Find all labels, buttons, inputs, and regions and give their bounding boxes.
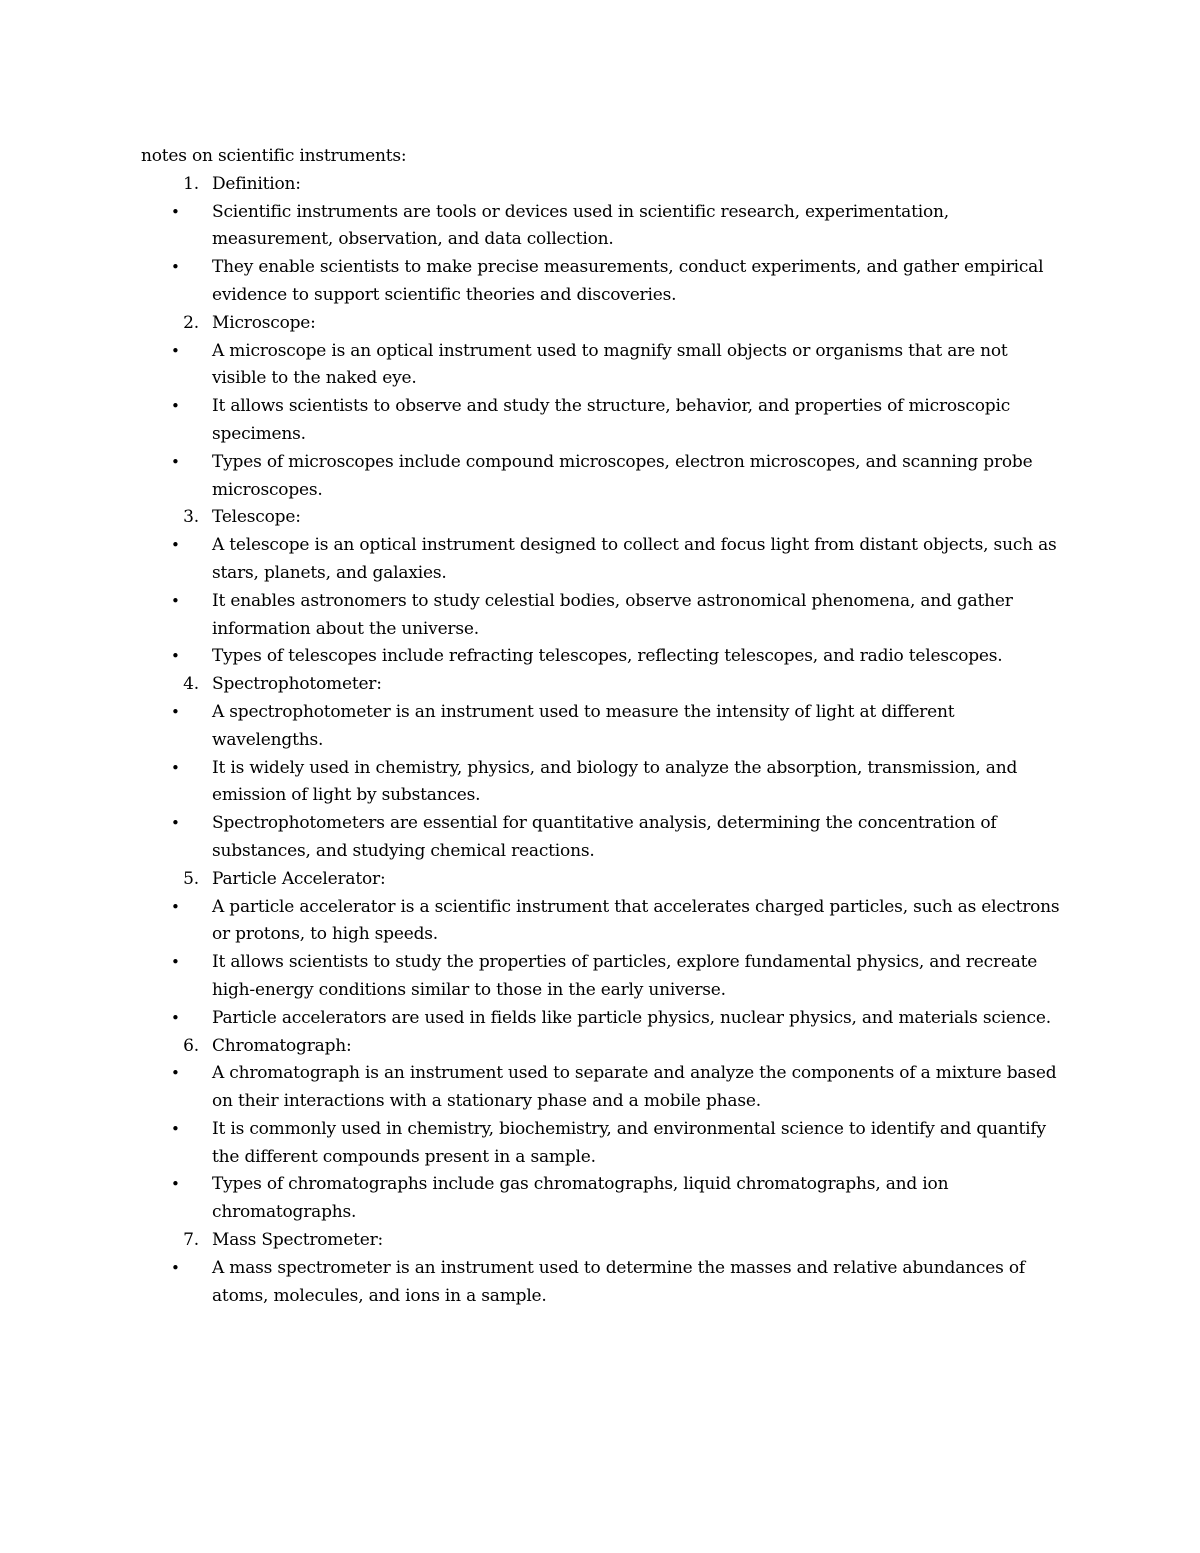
bullet-icon: •	[171, 897, 180, 916]
list-item	[141, 588, 1061, 644]
bullet-icon: •	[171, 758, 180, 777]
section-heading	[141, 1227, 1061, 1255]
document-body	[141, 143, 1061, 1310]
section-heading	[141, 1033, 1061, 1061]
list-item	[141, 1255, 1061, 1311]
list-item	[141, 532, 1061, 588]
section-number: 5.	[183, 868, 199, 889]
section-number: 1.	[183, 173, 199, 194]
list-item	[141, 1171, 1061, 1227]
list-item	[141, 1060, 1061, 1116]
list-item-text: A mass spectrometer is an instrument used to determine the masses and relative abundances of atoms, molecules, and ions in a sample.	[212, 1257, 1025, 1306]
list-item	[141, 643, 1061, 671]
list-item	[141, 393, 1061, 449]
section-number: 3.	[183, 507, 199, 528]
section-heading-text: Mass Spectrometer:	[212, 1230, 384, 1251]
list-item-text: Types of chromatographs include gas chromatographs, liquid chromatographs, and ion chromatographs.	[212, 1174, 949, 1223]
bullet-icon: •	[171, 702, 180, 721]
section-heading-text: Microscope:	[212, 312, 316, 333]
bullet-icon: •	[171, 452, 180, 471]
list-item-text: It allows scientists to study the properties of particles, explore fundamental physics, and recreate high-energy conditions similar to those in the early universe.	[212, 952, 1038, 1000]
list-item	[141, 894, 1061, 950]
bullet-icon: •	[171, 258, 180, 277]
list-item	[141, 949, 1061, 1005]
list-item-text: Particle accelerators are used in fields like particle physics, nuclear physics, and materials science.	[212, 1007, 1051, 1028]
bullet-icon: •	[171, 647, 180, 666]
bullet-icon: •	[171, 536, 180, 555]
section-number: 6.	[183, 1035, 199, 1056]
section-heading	[141, 504, 1061, 532]
list-item-text: It allows scientists to observe and study the structure, behavior, and properties of microscopic specimens.	[212, 396, 1011, 444]
bullet-icon: •	[171, 1175, 180, 1194]
bullet-icon: •	[171, 1119, 180, 1138]
list-item	[141, 338, 1061, 394]
document-title: notes on scientific instruments:	[141, 146, 407, 166]
bullet-icon: •	[171, 341, 180, 360]
section-heading-text: Spectrophotometer:	[212, 674, 382, 695]
bullet-icon: •	[171, 1008, 180, 1027]
list-item-text: Spectrophotometers are essential for quantitative analysis, determining the concentration of substances, and studying chemical reactions.	[212, 813, 997, 861]
list-item-text: A chromatograph is an instrument used to separate and analyze the components of a mixture based on their interactions with a stationary phase and a mobile phase.	[212, 1063, 1057, 1112]
list-item-text: A telescope is an optical instrument designed to collect and focus light from distant objects, such as stars, planets, and galaxies.	[212, 535, 1057, 583]
section-heading	[141, 866, 1061, 894]
list-item-text: It enables astronomers to study celestial bodies, observe astronomical phenomena, and gather information about the universe.	[212, 590, 1013, 639]
list-item	[141, 810, 1061, 866]
list-item	[141, 199, 1061, 255]
section-number: 2.	[183, 312, 199, 333]
section-list	[141, 171, 1061, 1311]
list-item-text: Scientific instruments are tools or devices used in scientific research, experimentation, measurement, observation, and data collection.	[212, 201, 949, 250]
list-item	[141, 699, 1061, 755]
list-item	[141, 1116, 1061, 1172]
section-heading-text: Definition:	[212, 173, 301, 194]
list-item-text: Types of telescopes include refracting telescopes, reflecting telescopes, and radio telescopes.	[212, 646, 1003, 667]
section-heading	[141, 310, 1061, 338]
list-item-text: It is widely used in chemistry, physics, and biology to analyze the absorption, transmission, and emission of light by substances.	[212, 757, 1018, 806]
list-item-text: A microscope is an optical instrument used to magnify small objects or organisms that are not visible to the naked eye.	[212, 340, 1008, 389]
list-item	[141, 449, 1061, 505]
bullet-icon: •	[171, 953, 180, 972]
bullet-icon: •	[171, 202, 180, 221]
list-item	[141, 755, 1061, 811]
list-item	[141, 254, 1061, 310]
list-item-text: It is commonly used in chemistry, biochemistry, and environmental science to identify and quantify the different compounds present in a sample.	[212, 1118, 1046, 1167]
list-item-text: Types of microscopes include compound microscopes, electron microscopes, and scanning probe microscopes.	[212, 451, 1033, 500]
bullet-icon: •	[171, 1258, 180, 1277]
list-item	[141, 1005, 1061, 1033]
section-number: 4.	[183, 674, 199, 695]
section-number: 7.	[183, 1230, 199, 1251]
bullet-icon: •	[171, 814, 180, 833]
section-heading-text: Particle Accelerator:	[212, 868, 386, 889]
bullet-icon: •	[171, 397, 180, 416]
section-heading-text: Telescope:	[212, 507, 301, 528]
section-heading-text: Chromatograph:	[212, 1035, 352, 1056]
list-item-text: A spectrophotometer is an instrument used to measure the intensity of light at different wavelengths.	[212, 701, 955, 750]
bullet-icon: •	[171, 591, 180, 610]
list-item-text: A particle accelerator is a scientific instrument that accelerates charged particles, such as electrons or protons, to high speeds.	[212, 896, 1060, 945]
section-heading	[141, 171, 1061, 199]
list-item-text: They enable scientists to make precise measurements, conduct experiments, and gather empirical evidence to support scientific theories and discoveries.	[212, 257, 1044, 305]
bullet-icon: •	[171, 1064, 180, 1083]
section-heading	[141, 671, 1061, 699]
